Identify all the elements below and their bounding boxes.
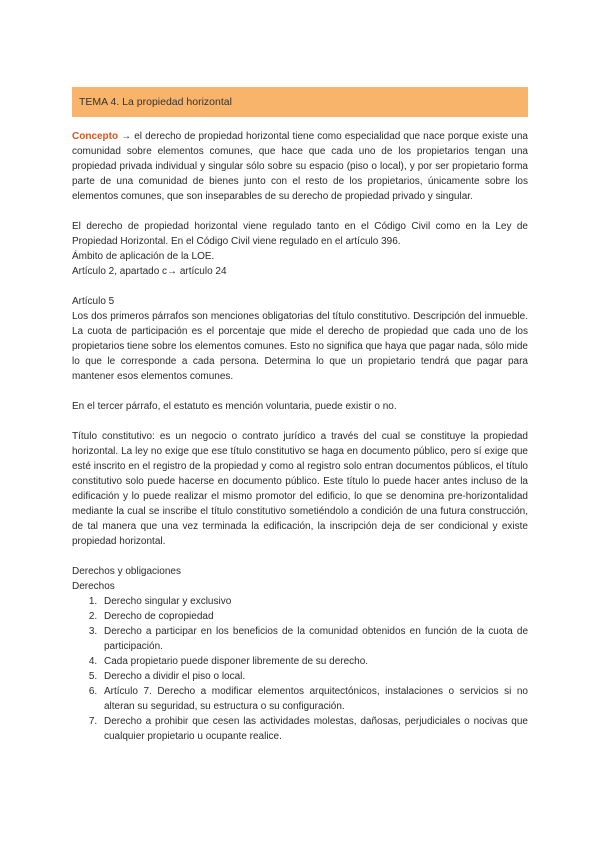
list-item: 2. Derecho de copropiedad <box>100 609 528 624</box>
concepto-label: Concepto <box>72 131 119 142</box>
list-item: 7. Derecho a prohibir que cesen las actividades molestas, dañosas, perjudiciales o nocivas que cualquier propietario u ocupante realice. <box>100 714 528 744</box>
concepto-paragraph <box>72 129 528 204</box>
document-body <box>72 129 528 744</box>
list-item: 4. Cada propietario puede disponer libremente de su derecho. <box>100 654 528 669</box>
articulo5-heading: Artículo 5 <box>72 296 115 307</box>
list-item: 1. Derecho singular y exclusivo <box>100 594 528 609</box>
list-item: 6. Artículo 7. Derecho a modificar elementos arquitectónicos, instalaciones o servicios si no alteran su seguridad, su estructura o su configuración. <box>100 684 528 714</box>
titulo-constitutivo-paragraph: Título constitutivo: es un negocio o contrato jurídico a través del cual se constituye la propiedad horizontal. La ley no exige que ese título constitutivo se haga en documento público, pero sí exige que esté inscrito en el registro de la propiedad y como al registro solo entran documentos públicos, el título constitutivo solo puede hacerse en documento público. Este título lo puede hacer antes incluso de la edificación y lo puede realizar el mismo promotor del edificio, lo que se denomina pre-horizontalidad mediante la cual se inscribe el título constitutivo sometiéndolo a condición de una futura construcción, de tal manera que una vez terminada la edificación, la inscripción deja de ser condicional y existe propiedad horizontal. <box>72 431 528 547</box>
section-title: TEMA 4. La propiedad horizontal <box>72 87 528 117</box>
concepto-text: el derecho de propiedad horizontal tiene como especialidad que nace porque existe una comunidad sobre elementos comunes, que hace que cada uno de los propietarios tengan una propiedad privada individual y singular sólo sobre su espacio (piso o local), y por ser propietario forma parte de una comunidad de bienes junto con el resto de los propietarios, únicamente sobre los elementos comunes, que son inseparables de su derecho de propiedad privado y singular. <box>72 131 528 202</box>
regulacion-paragraph: El derecho de propiedad horizontal viene regulado tanto en el Código Civil como en la Ley de Propiedad Horizontal. En el Código Civil viene regulado en el artículo 396. <box>72 221 528 247</box>
list-item: 3. Derecho a participar en los beneficios de la comunidad obtenidos en función de la cuota de participación. <box>100 624 528 654</box>
ambito-line: Ámbito de aplicación de la LOE. <box>72 251 215 262</box>
derechos-heading: Derechos <box>72 581 115 592</box>
concepto-arrow: → <box>118 131 135 142</box>
derechos-obligaciones-heading: Derechos y obligaciones <box>72 566 181 577</box>
articulo2-line: Artículo 2, apartado c→ artículo 24 <box>72 266 227 277</box>
derechos-list <box>72 594 528 744</box>
tercer-parrafo-paragraph: En el tercer párrafo, el estatuto es mención voluntaria, puede existir o no. <box>72 401 397 412</box>
articulo5-paragraph: Los dos primeros párrafos son menciones obligatorias del título constitutivo. Descripción del inmueble. La cuota de participación es el porcentaje que mide el derecho de propiedad que cada uno de los propietarios tiene sobre los elementos comunes. Esto no significa que haya que pagar nada, sólo mide lo que le corresponde a cada persona. Determina lo que un propietario tendrá que pagar para mantener esos elementos comunes. <box>72 311 528 382</box>
list-item: 5. Derecho a dividir el piso o local. <box>100 669 528 684</box>
